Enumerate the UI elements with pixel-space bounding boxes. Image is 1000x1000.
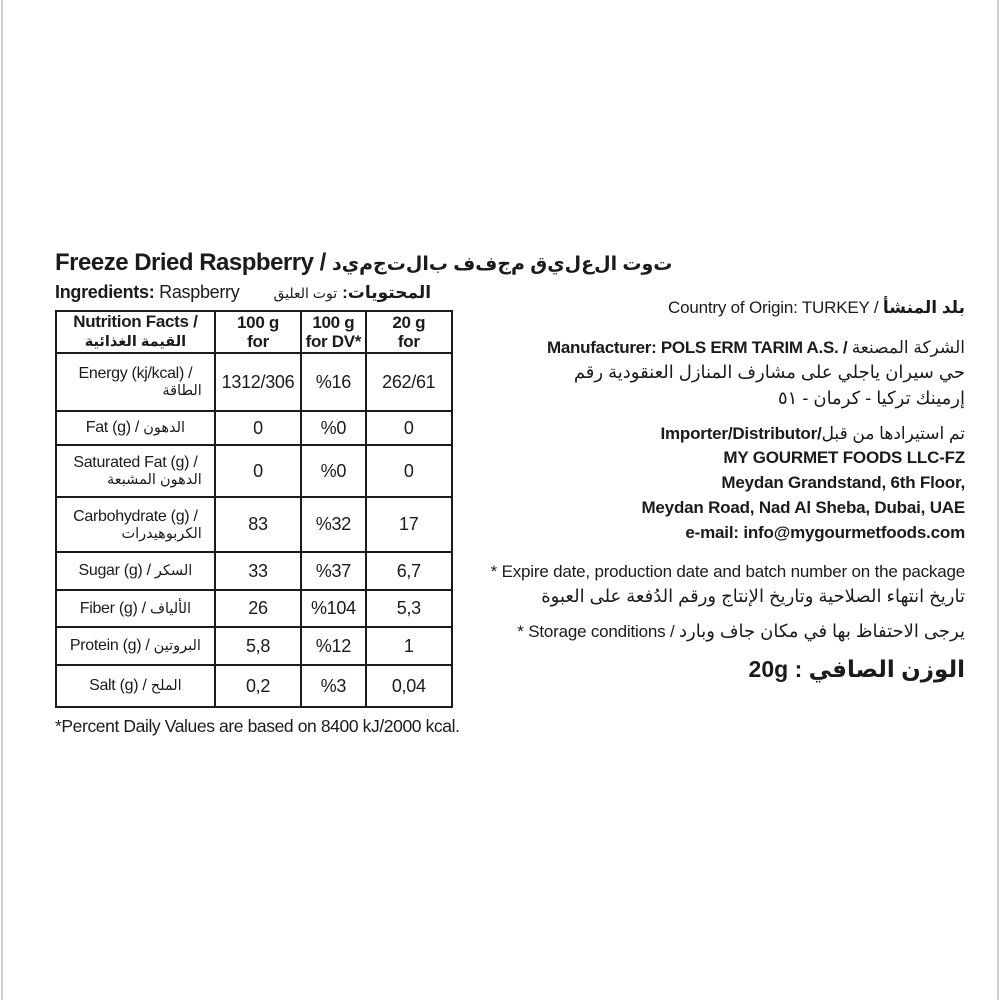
table-row-sugar: [56, 552, 452, 590]
row-value-dv: %32: [301, 497, 365, 552]
row-label: Salt (g) / الملح: [56, 665, 215, 707]
table-row-fiber: [56, 590, 452, 627]
storage-note-line: * Storage conditions / يرجى الاحتفاظ بها في مكان جاف وبارد: [517, 621, 965, 641]
importer-address-1: Meydan Grandstand, 6th Floor,: [721, 473, 965, 492]
row-value-100g: 0,2: [215, 665, 301, 707]
ingredients-label: Ingredients:: [55, 282, 155, 302]
origin-and-importer-panel: [435, 296, 965, 683]
importer-arabic: تم استيرادها من قبل: [821, 424, 965, 443]
row-value-20g: 0: [366, 445, 452, 497]
header-daily-value: 100 g for DV*: [301, 311, 365, 353]
ingredients-value: Raspberry: [159, 282, 240, 302]
table-row-saturated-fat: [56, 445, 452, 497]
importer-email: e-mail: info@mygourmetfoods.com: [685, 523, 965, 542]
table-row-salt: [56, 665, 452, 707]
row-value-100g: 26: [215, 590, 301, 627]
row-value-20g: 5,3: [366, 590, 452, 627]
storage-note-ar: يرجى الاحتفاظ بها في مكان جاف وبارد: [679, 621, 965, 641]
row-value-20g: 1: [366, 627, 452, 665]
row-label: Sugar (g) / السكر: [56, 552, 215, 590]
expire-note-en: * Expire date, production date and batch number on the package: [490, 562, 965, 581]
product-title-en: Freeze Dried Raspberry /: [55, 249, 326, 276]
row-value-dv: %104: [301, 590, 365, 627]
row-value-dv: %12: [301, 627, 365, 665]
importer-block: [435, 422, 965, 545]
nutrition-panel: [55, 249, 673, 737]
row-value-dv: %37: [301, 552, 365, 590]
table-header-row: [56, 311, 452, 353]
nutrition-facts-table: [55, 310, 453, 708]
row-label: Carbohydrate (g) / الكربوهيدرات: [56, 497, 215, 552]
table-row-fat: [56, 411, 452, 445]
net-weight-label-ar: الوزن الصافي: [808, 656, 965, 682]
row-value-100g: 33: [215, 552, 301, 590]
row-value-20g: 0,04: [366, 665, 452, 707]
country-of-origin-arabic: بلد المنشأ: [882, 298, 965, 317]
importer-company: MY GOURMET FOODS LLC-FZ: [723, 448, 965, 467]
expire-note-ar: تاريخ انتهاء الصلاحية وتاريخ الإنتاج ورقم الدُفعة على العبوة: [541, 586, 965, 606]
importer-address-2: Meydan Road, Nad Al Sheba, Dubai, UAE: [641, 498, 965, 517]
country-of-origin-line: Country of Origin: TURKEY / بلد المنشأ: [668, 298, 965, 317]
manufacturer-address-ar-1: حي سيران ياجلي على مشارف المنازل العنقودية رقم: [573, 362, 965, 382]
ingredients-line: [55, 282, 457, 303]
page-edge-line-left: [1, 0, 3, 1000]
header-per-100g: 100 g for: [215, 311, 301, 353]
row-value-20g: 0: [366, 411, 452, 445]
expire-note-block: [435, 560, 965, 610]
row-label: Protein (g) / البروتين: [56, 627, 215, 665]
row-value-20g: 17: [366, 497, 452, 552]
manufacturer-address-ar-2: إرمينك تركيا - كرمان - ٥١: [778, 388, 965, 408]
daily-values-footnote: *Percent Daily Values are based on 8400 kJ/2000 kcal.: [55, 716, 460, 736]
row-value-20g: 6,7: [366, 552, 452, 590]
table-row-energy: [56, 353, 452, 411]
ingredients-arabic: المحتويات: توت العليق: [273, 283, 432, 302]
net-weight-separator: :: [788, 656, 809, 682]
page-edge-line-right: [997, 0, 999, 1000]
net-weight-value: 20g: [748, 656, 789, 682]
table-row-protein: [56, 627, 452, 665]
importer-line: Importer/Distributor/تم استيرادها من قبل: [660, 424, 965, 443]
row-label: Fiber (g) / الألياف: [56, 590, 215, 627]
product-title-ar: ت‌و‌ت ا‌ل‌ع‌ل‌ي‌ق م‌ج‌ف‌ف ب‌ا‌ل‌ت‌ج‌م‌ي‌د: [331, 254, 673, 275]
row-value-dv: %3: [301, 665, 365, 707]
row-label: Energy (kj/kcal) / الطاقة: [56, 353, 215, 411]
row-label: Saturated Fat (g) / الدهون المشبعة: [56, 445, 215, 497]
row-value-100g: 5,8: [215, 627, 301, 665]
row-value-100g: 1312/306: [215, 353, 301, 411]
manufacturer-arabic: الشركة المصنعة: [851, 338, 965, 357]
row-value-100g: 0: [215, 411, 301, 445]
row-value-20g: 262/61: [366, 353, 452, 411]
table-row-carbohydrate: [56, 497, 452, 552]
product-title: [55, 249, 673, 277]
row-value-dv: %0: [301, 445, 365, 497]
net-weight-line: [435, 656, 965, 683]
row-value-dv: %16: [301, 353, 365, 411]
row-label: Fat (g) / الدهون: [56, 411, 215, 445]
header-nutrition-facts: Nutrition Facts / القيمة الغذائية: [56, 311, 215, 353]
header-per-20g: 20 g for: [366, 311, 452, 353]
manufacturer-line: Manufacturer: POLS ERM TARIM A.S. / الشركة المصنعة: [547, 338, 965, 357]
row-value-dv: %0: [301, 411, 365, 445]
row-value-100g: 0: [215, 445, 301, 497]
row-value-100g: 83: [215, 497, 301, 552]
